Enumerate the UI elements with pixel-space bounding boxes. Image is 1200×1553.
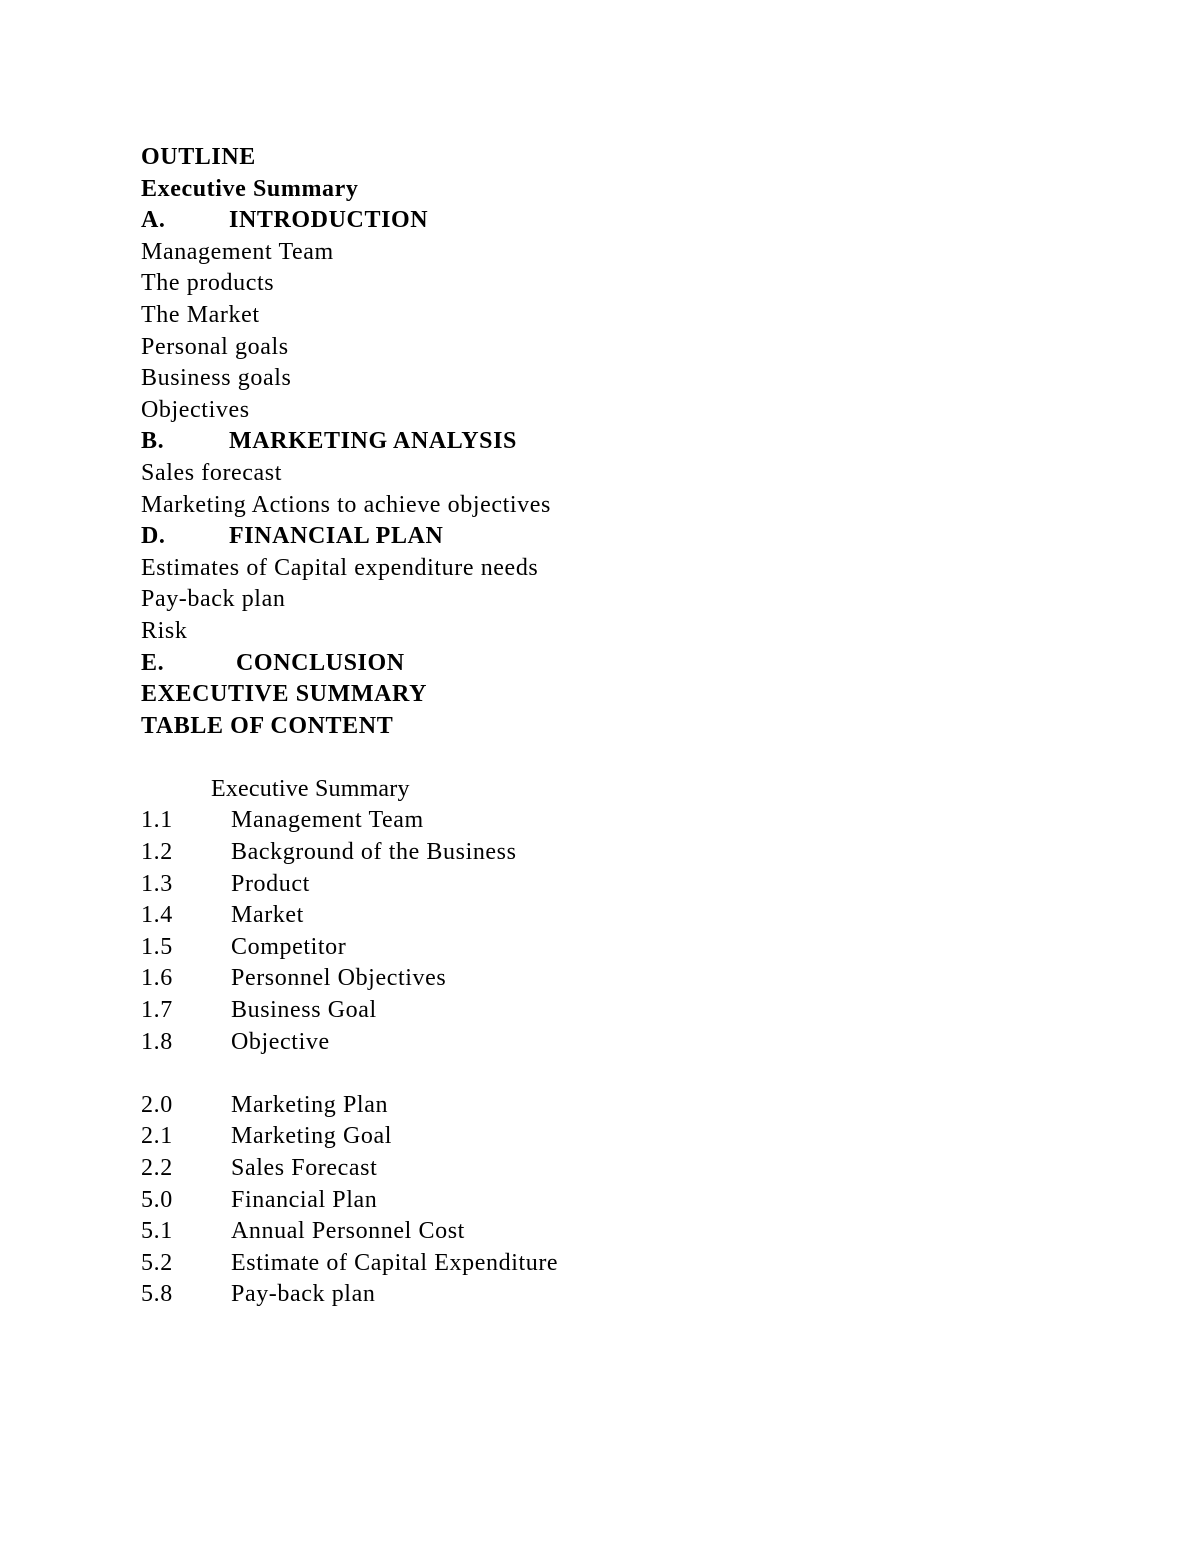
outline-executive-summary: Executive Summary (141, 175, 359, 202)
toc-entry-number: 2.0 (141, 1091, 173, 1118)
section-a-item: Objectives (141, 396, 250, 423)
section-a-heading (141, 205, 1041, 237)
toc-entry (141, 1279, 1041, 1311)
toc-entry-number: 5.1 (141, 1218, 173, 1245)
toc-entry-number: 1.4 (141, 902, 173, 929)
spacer (141, 742, 1041, 774)
toc-entry-number: 1.2 (141, 839, 173, 866)
executive-summary-heading: EXECUTIVE SUMMARY (141, 681, 428, 708)
section-b-label: B. (141, 428, 165, 455)
toc-entry-number: 1.6 (141, 965, 173, 992)
toc-entry-title: Sales Forecast (231, 1155, 378, 1181)
section-a-title: INTRODUCTION (229, 207, 429, 234)
toc-entry-title: Financial Plan (231, 1186, 378, 1213)
toc-entry (141, 1248, 1041, 1280)
toc-entry-title: Competitor (231, 933, 347, 960)
section-d-item: Estimates of Capital expenditure needs (141, 554, 539, 581)
toc-entry-title: Annual Personnel Cost (231, 1218, 465, 1245)
toc-heading: TABLE OF CONTENT (141, 712, 394, 739)
toc-entry (141, 995, 1041, 1027)
section-d-item: Risk (141, 617, 188, 644)
toc-executive-summary: Executive Summary (211, 775, 410, 802)
toc-entry-number: 1.8 (141, 1028, 173, 1055)
outline-heading: OUTLINE (141, 144, 256, 170)
toc-entry (141, 1121, 1041, 1153)
toc-entry (141, 1153, 1041, 1185)
toc-entry (141, 1216, 1041, 1248)
toc-entry-title: Business Goal (231, 997, 377, 1024)
section-e-title: CONCLUSION (236, 649, 405, 676)
toc-entry-title: Market (231, 902, 304, 929)
section-a-label: A. (141, 207, 166, 234)
toc-entry (141, 1185, 1041, 1217)
toc-entry-number: 1.5 (141, 933, 173, 960)
toc-entry-number: 5.2 (141, 1249, 173, 1276)
toc-entry-number: 1.7 (141, 997, 173, 1024)
section-a-item: Personal goals (141, 333, 289, 360)
section-b-item: Marketing Actions to achieve objectives (141, 491, 551, 518)
toc-entry-number: 1.1 (141, 807, 173, 834)
document-content (141, 142, 1041, 1311)
section-e-heading (141, 648, 1041, 680)
toc-entry-number: 5.0 (141, 1186, 173, 1213)
toc-entry-title: Personnel Objectives (231, 965, 447, 992)
toc-entry-title: Pay-back plan (231, 1281, 376, 1308)
toc-entry (141, 1090, 1041, 1122)
toc-entry (141, 805, 1041, 837)
toc-entry-title: Background of the Business (231, 839, 517, 866)
section-e-label: E. (141, 649, 165, 676)
toc-entry (141, 869, 1041, 901)
toc-entry-title: Marketing Plan (231, 1091, 389, 1118)
section-a-item: The Market (141, 301, 260, 328)
section-b-item: Sales forecast (141, 459, 283, 486)
section-d-title: FINANCIAL PLAN (229, 523, 444, 550)
section-a-item: Business goals (141, 365, 292, 392)
section-d-label: D. (141, 523, 166, 550)
toc-entry-number: 5.8 (141, 1281, 173, 1308)
section-b-heading (141, 426, 1041, 458)
section-d-heading (141, 521, 1041, 553)
toc-entry-title: Estimate of Capital Expenditure (231, 1249, 559, 1276)
toc-entry-title: Management Team (231, 807, 424, 834)
toc-entry (141, 1027, 1041, 1059)
toc-entry (141, 837, 1041, 869)
toc-entry-number: 1.3 (141, 870, 173, 897)
toc-entry (141, 932, 1041, 964)
section-a-item: Management Team (141, 238, 334, 265)
toc-entry-number: 2.2 (141, 1155, 173, 1181)
section-d-item: Pay-back plan (141, 586, 286, 613)
toc-entry-title: Objective (231, 1028, 330, 1055)
section-a-item: The products (141, 270, 275, 297)
toc-entry-number: 2.1 (141, 1123, 173, 1150)
toc-entry-title: Product (231, 870, 310, 897)
toc-entry (141, 963, 1041, 995)
spacer (141, 1058, 1041, 1090)
toc-entry (141, 900, 1041, 932)
toc-entry-title: Marketing Goal (231, 1123, 393, 1150)
section-b-title: MARKETING ANALYSIS (229, 428, 517, 455)
